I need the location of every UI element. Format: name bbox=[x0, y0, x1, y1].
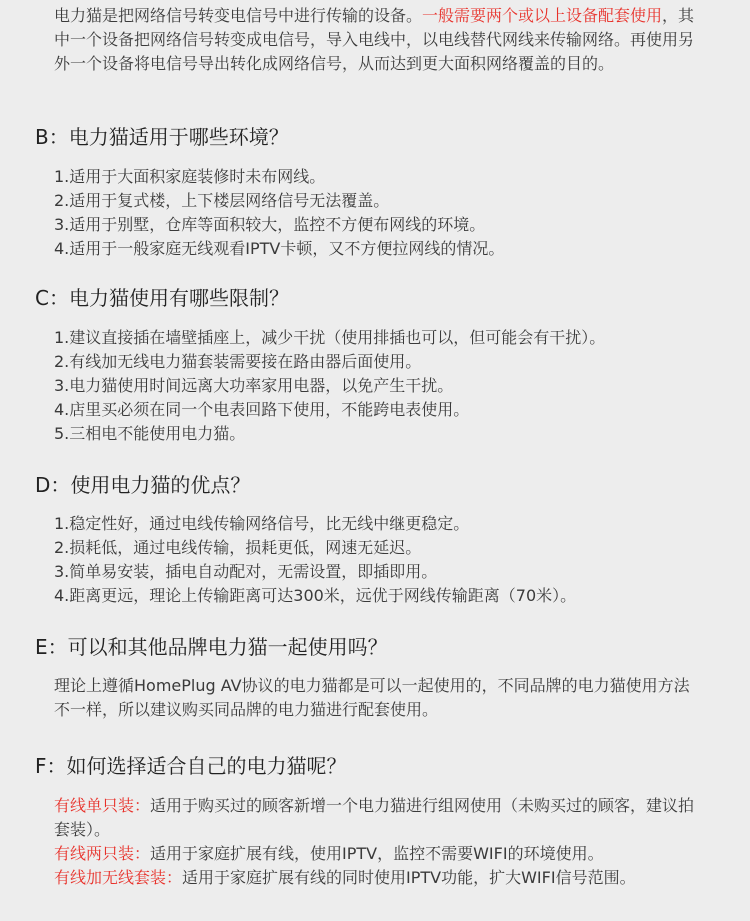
section-c-heading: C：电力猫使用有哪些限制？ bbox=[35, 286, 289, 310]
section-f-heading: F：如何选择适合自己的电力猫呢？ bbox=[35, 754, 347, 778]
list-item: 1.建议直接插在墙壁插座上，减少干扰（使用排插也可以，但可能会有干扰）。 bbox=[54, 328, 606, 347]
list-item: 4.适用于一般家庭无线观看IPTV卡顿，又不方便拉网线的情况。 bbox=[54, 239, 505, 258]
option-label: 有线单只装： bbox=[54, 796, 151, 815]
section-e-paragraph: 理论上遵循HomePlug AV协议的电力猫都是可以一起使用的，不同品牌的电力猫使用方法不一样，所以建议购买同品牌的电力猫进行配套使用。 bbox=[54, 676, 690, 719]
section-d-list bbox=[54, 512, 704, 608]
list-item: 1.稳定性好，通过电线传输网络信号，比无线中继更稳定。 bbox=[54, 514, 470, 533]
section-d-heading: D：使用电力猫的优点？ bbox=[35, 473, 251, 497]
intro-text-after: ，其中一个设备把网络信号转变成电信号，导入电线中，以电线替代网线来传输网络。再使用另外一个设备将电信号导出转化成网络信号，从而达到更大面积网络覆盖的目的。 bbox=[54, 6, 695, 73]
list-item: 3.适用于别墅，仓库等面积较大，监控不方便布网线的环境。 bbox=[54, 215, 486, 234]
section-e-heading: E：可以和其他品牌电力猫一起使用吗？ bbox=[35, 635, 388, 659]
list-item: 3.简单易安装，插电自动配对，无需设置，即插即用。 bbox=[54, 562, 438, 581]
intro-paragraph bbox=[54, 4, 704, 76]
list-item: 2.有线加无线电力猫套装需要接在路由器后面使用。 bbox=[54, 352, 422, 371]
list-item: 2.损耗低，通过电线传输，损耗更低，网速无延迟。 bbox=[54, 538, 422, 557]
option-item bbox=[54, 794, 704, 842]
option-label: 有线两只装： bbox=[54, 844, 151, 863]
list-item: 3.电力猫使用时间远离大功率家用电器，以免产生干扰。 bbox=[54, 376, 454, 395]
list-item: 1.适用于大面积家庭装修时未布网线。 bbox=[54, 167, 326, 186]
option-text: 适用于家庭扩展有线的同时使用IPTV功能，扩大WIFI信号范围。 bbox=[182, 868, 636, 887]
list-item: 5.三相电不能使用电力猫。 bbox=[54, 424, 246, 443]
intro-text-before: 电力猫是把网络信号转变电信号中进行传输的设备。 bbox=[54, 6, 423, 25]
list-item: 4.距离更远，理论上传输距离可达300米，远优于网线传输距离（70米）。 bbox=[54, 586, 577, 605]
section-b-heading: B：电力猫适用于哪些环境？ bbox=[35, 125, 289, 149]
intro-highlight: 一般需要两个或以上设备配套使用 bbox=[422, 6, 663, 25]
option-text: 适用于购买过的顾客新增一个电力猫进行组网使用（未购买过的顾客，建议拍套装）。 bbox=[54, 796, 695, 839]
option-text: 适用于家庭扩展有线，使用IPTV，监控不需要WIFI的环境使用。 bbox=[150, 844, 604, 863]
list-item: 4.店里买必须在同一个电表回路下使用，不能跨电表使用。 bbox=[54, 400, 470, 419]
section-b-list bbox=[54, 165, 704, 261]
option-item bbox=[54, 842, 704, 866]
section-f-list bbox=[54, 794, 704, 890]
section-c-list bbox=[54, 326, 704, 446]
option-item bbox=[54, 866, 704, 890]
list-item: 2.适用于复式楼，上下楼层网络信号无法覆盖。 bbox=[54, 191, 390, 210]
option-label: 有线加无线套装： bbox=[54, 868, 183, 887]
